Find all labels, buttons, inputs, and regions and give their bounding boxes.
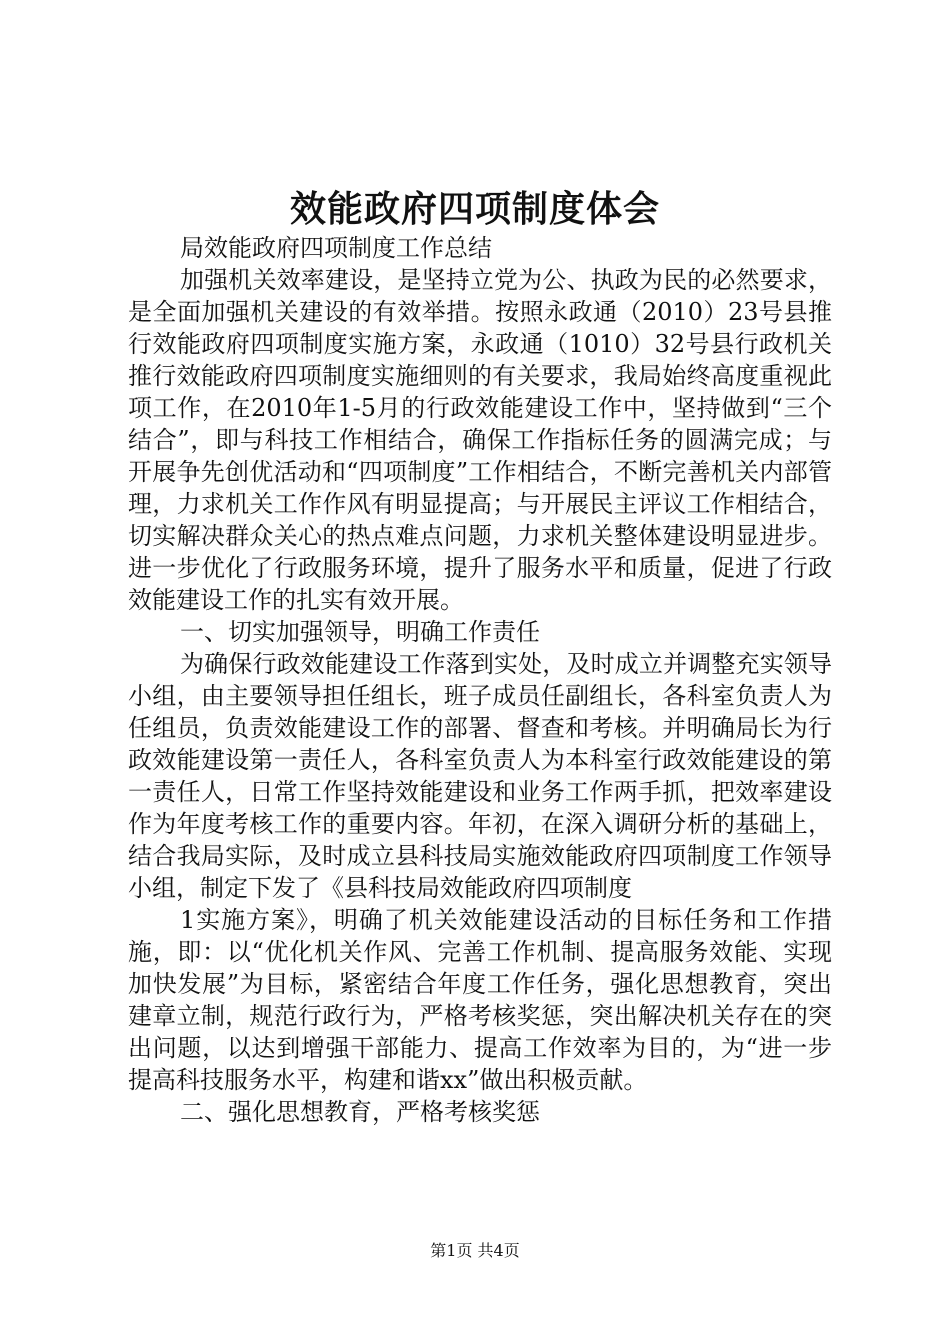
section-heading-1: 一、切实加强领导，明确工作责任 (180, 618, 540, 646)
paragraph-subtitle: 局效能政府四项制度工作总结 (180, 234, 492, 262)
section-heading-2: 二、强化思想教育，严格考核奖惩 (180, 1098, 540, 1126)
document-title: 效能政府四项制度体会 (289, 188, 660, 230)
paragraph-intro: 加强机关效率建设，是坚持立党为公、执政为民的必然要求，是全面加强机关建设的有效举措。按照永政通（2010）23号县推行效能政府四项制度实施方案，永政通（1010）32号县行政机关推行效能政府四项制度实施细则的有关要求，我局始终高度重视此项工作，在2010年1-5月的行政效能建设工作中，坚持做到“三个结合”，即与科技工作相结合，确保工作指标任务的圆满完成；与开展争先创优活动和“四项制度”工作相结合，不断完善机关内部管理，力求机关工作作风有明显提高；与开展民主评议工作相结合，切实解决群众关心的热点难点问题，力求机关整体建设明显进步。进一步优化了行政服务环境，提升了服务水平和质量，促进了行政效能建设工作的扎实有效开展。 (128, 266, 832, 614)
page-footer: 第1页 共4页 (430, 1241, 520, 1260)
document-body (128, 232, 832, 1128)
paragraph-section-1-cont: 1实施方案》，明确了机关效能建设活动的目标任务和工作措施，即：以“优化机关作风、完善工作机制、提高服务效能、实现加快发展”为目标，紧密结合年度工作任务，强化思想教育，突出建章立制，规范行政行为，严格考核奖惩，突出解决机关存在的突出问题，以达到增强干部能力、提高工作效率为目的，为“进一步提高科技服务水平，构建和谐xx”做出积极贡献。 (128, 906, 832, 1094)
paragraph-section-1: 为确保行政效能建设工作落到实处，及时成立并调整充实领导小组，由主要领导担任组长，班子成员任副组长，各科室负责人为任组员，负责效能建设工作的部署、督查和考核。并明确局长为行政效能建设第一责任人，各科室负责人为本科室行政效能建设的第一责任人，日常工作坚持效能建设和业务工作两手抓，把效率建设作为年度考核工作的重要内容。年初，在深入调研分析的基础上，结合我局实际，及时成立县科技局实施效能政府四项制度工作领导小组，制定下发了《县科技局效能政府四项制度 (128, 650, 832, 902)
